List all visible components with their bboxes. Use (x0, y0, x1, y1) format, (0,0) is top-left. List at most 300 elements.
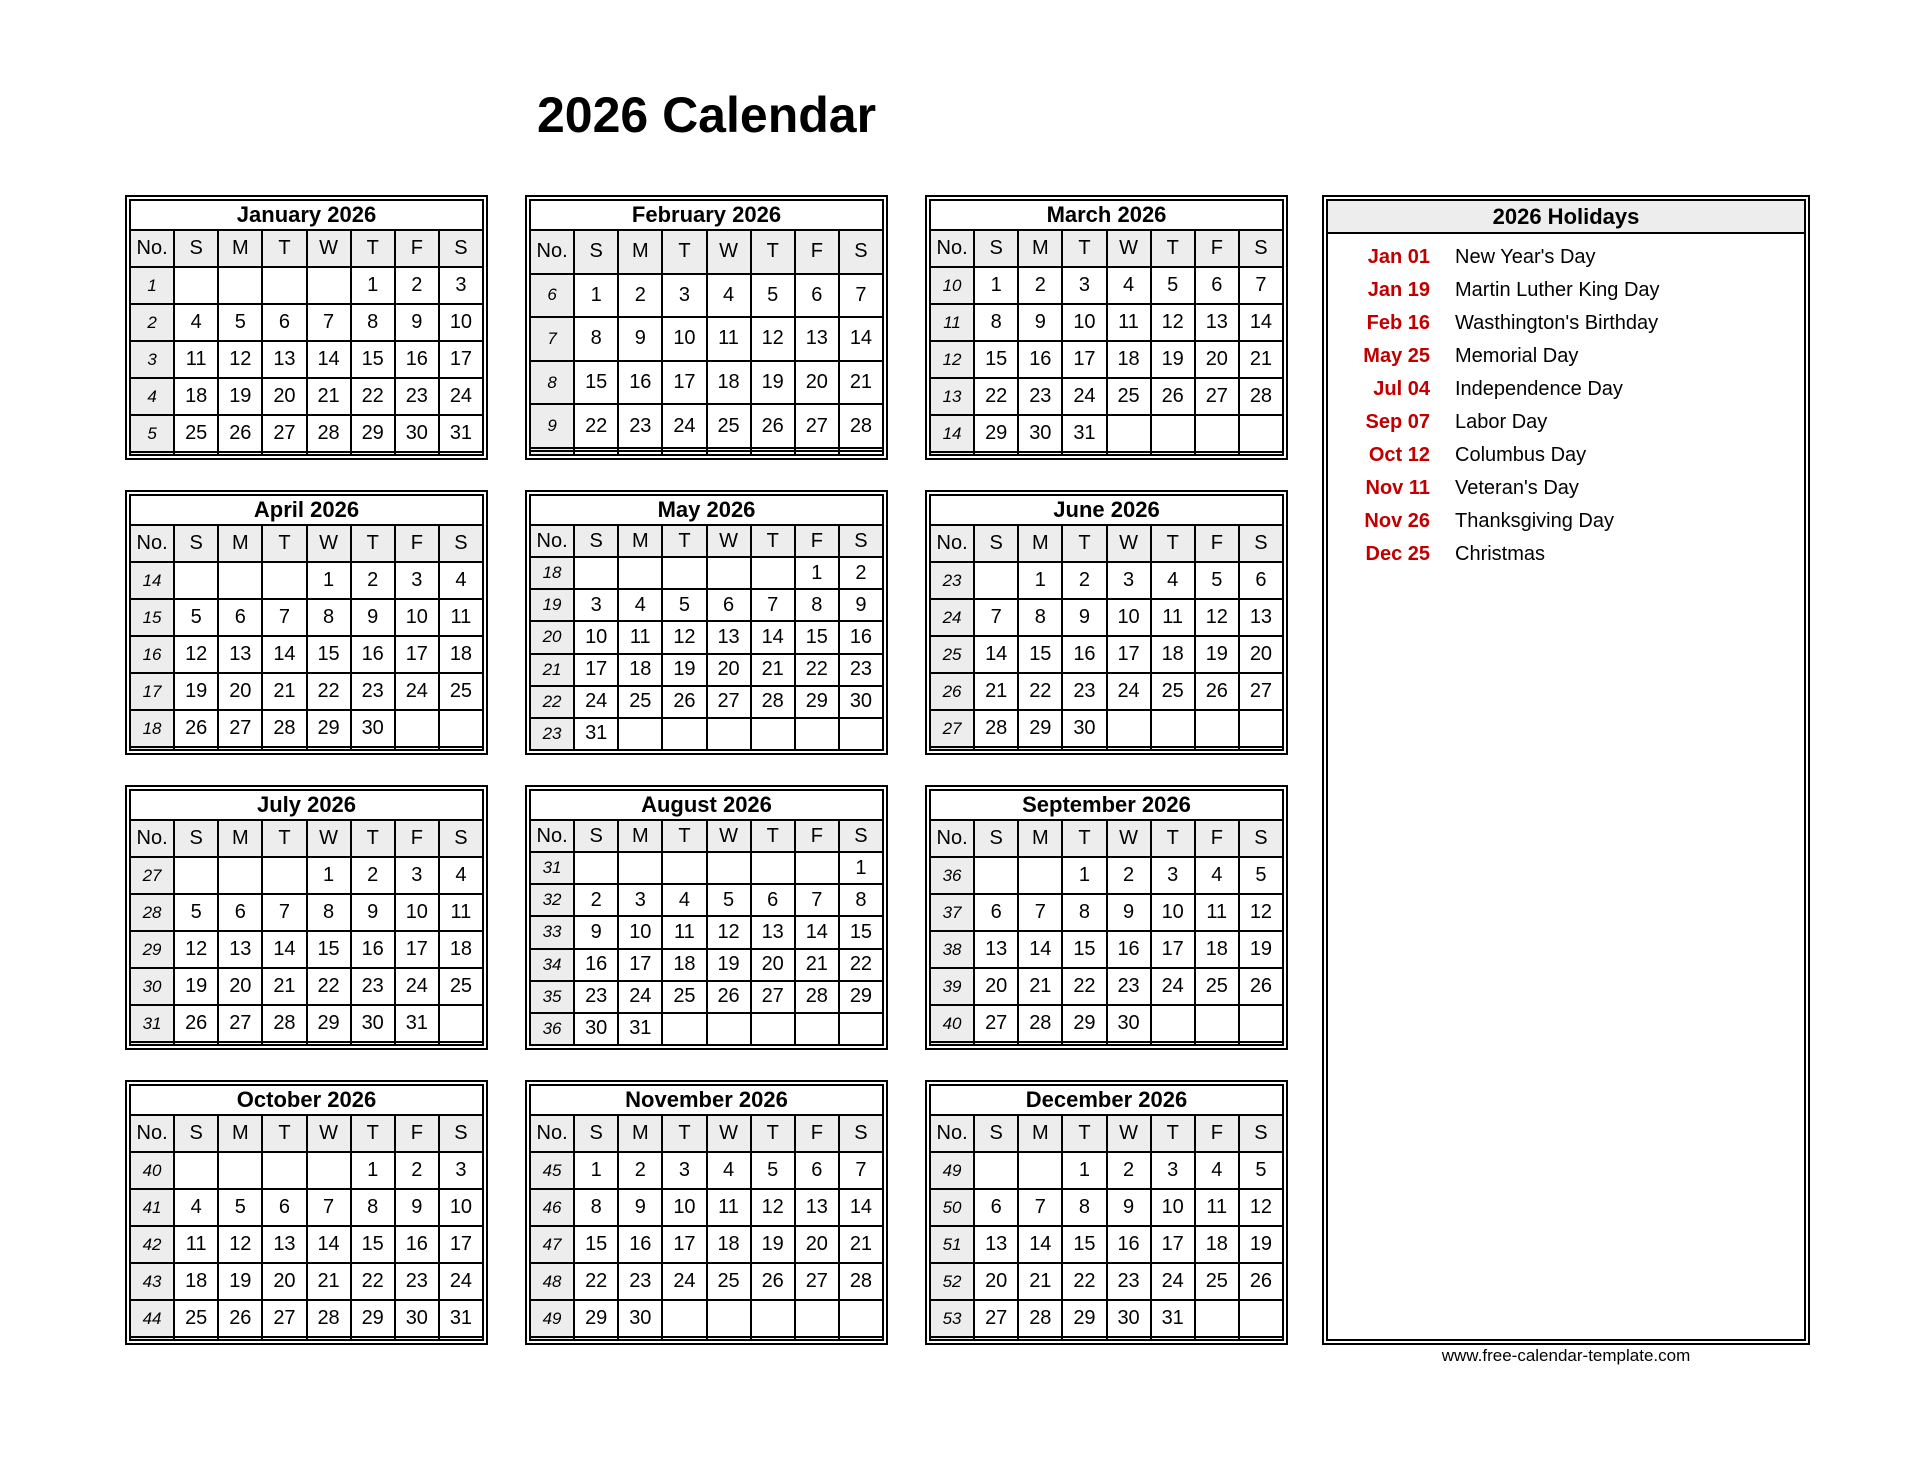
day-cell: 3 (395, 857, 439, 894)
day-cell: 25 (174, 415, 218, 452)
day-cell (395, 747, 439, 750)
day-cell: 26 (1239, 968, 1283, 1005)
day-cell: 10 (395, 894, 439, 931)
day-cell: 19 (1151, 341, 1195, 378)
week-number-cell (930, 452, 974, 455)
day-cell: 11 (618, 621, 662, 653)
month-table (929, 1084, 1284, 1341)
day-cell: 7 (307, 1189, 351, 1226)
day-cell: 21 (307, 1263, 351, 1300)
week-row (130, 673, 483, 710)
week-number-cell: 35 (530, 981, 574, 1013)
day-cell: 3 (439, 1152, 483, 1189)
month-title: May 2026 (530, 495, 883, 525)
day-cell: 27 (262, 1300, 306, 1337)
day-cell: 22 (1018, 673, 1062, 710)
day-cell (974, 452, 1018, 455)
day-cell (439, 710, 483, 747)
day-cell (974, 1337, 1018, 1340)
day-cell: 7 (1018, 894, 1062, 931)
day-cell: 1 (1062, 1152, 1106, 1189)
day-cell (1018, 1042, 1062, 1045)
month-title-row (530, 495, 883, 525)
day-cell: 13 (707, 621, 751, 653)
day-cell (1195, 1005, 1239, 1042)
day-header-cell: W (1107, 1115, 1151, 1152)
day-cell: 28 (839, 404, 883, 448)
week-row (530, 621, 883, 653)
holiday-name: Veteran's Day (1455, 477, 1579, 499)
day-cell: 25 (439, 968, 483, 1005)
day-cell: 11 (439, 599, 483, 636)
month-table (129, 494, 484, 751)
week-number-cell (130, 1337, 174, 1340)
week-no-header-cell: No. (130, 1115, 174, 1152)
day-cell: 12 (707, 916, 751, 948)
day-cell: 15 (839, 916, 883, 948)
day-cell: 15 (1018, 636, 1062, 673)
day-cell: 24 (574, 686, 618, 718)
day-header-row (130, 525, 483, 562)
day-cell: 26 (707, 981, 751, 1013)
day-cell (751, 718, 795, 750)
day-cell (262, 747, 306, 750)
week-row (930, 267, 1283, 304)
day-header-cell: T (662, 230, 706, 274)
day-cell: 27 (1239, 673, 1283, 710)
footer-url: www.free-calendar-template.com (1441, 1346, 1691, 1365)
day-cell: 23 (351, 968, 395, 1005)
week-row (130, 857, 483, 894)
day-cell: 5 (751, 1152, 795, 1189)
day-cell: 22 (1062, 1263, 1106, 1300)
day-cell (618, 852, 662, 884)
day-cell: 16 (1018, 341, 1062, 378)
day-cell (307, 1042, 351, 1045)
day-cell (795, 852, 839, 884)
day-cell: 11 (439, 894, 483, 931)
day-cell: 9 (618, 317, 662, 361)
month-calendar (925, 195, 1288, 460)
day-cell: 2 (351, 857, 395, 894)
day-cell: 14 (974, 636, 1018, 673)
day-cell: 19 (174, 968, 218, 1005)
day-cell: 18 (1151, 636, 1195, 673)
week-row (530, 557, 883, 589)
month-calendar (525, 490, 888, 755)
day-cell: 15 (351, 1226, 395, 1263)
day-cell: 8 (795, 589, 839, 621)
day-header-cell: S (1239, 1115, 1283, 1152)
holiday-date: Nov 11 (1365, 477, 1430, 499)
month-table (129, 789, 484, 1046)
day-header-cell: F (795, 525, 839, 557)
day-header-cell: T (751, 1115, 795, 1152)
week-number-cell: 27 (930, 710, 974, 747)
day-cell: 14 (1239, 304, 1283, 341)
day-cell (218, 1042, 262, 1045)
day-cell: 24 (1062, 378, 1106, 415)
holidays-panel-inner (1326, 199, 1806, 1341)
day-cell: 7 (751, 589, 795, 621)
holiday-name: Memorial Day (1455, 345, 1579, 367)
day-cell (174, 562, 218, 599)
day-cell: 26 (1239, 1263, 1283, 1300)
week-number-cell: 36 (530, 1013, 574, 1045)
day-cell: 9 (618, 1189, 662, 1226)
day-cell: 10 (662, 317, 706, 361)
day-cell (395, 710, 439, 747)
day-cell: 13 (1195, 304, 1239, 341)
day-cell: 8 (351, 304, 395, 341)
month-table (529, 494, 884, 751)
day-cell (662, 1337, 706, 1340)
day-cell: 24 (662, 1263, 706, 1300)
day-cell (574, 1337, 618, 1340)
week-row (530, 654, 883, 686)
day-header-cell: T (751, 525, 795, 557)
week-row (130, 1005, 483, 1042)
day-header-cell: W (707, 525, 751, 557)
holiday-name: Labor Day (1455, 411, 1548, 433)
week-number-cell: 36 (930, 857, 974, 894)
day-cell: 16 (395, 341, 439, 378)
day-cell: 27 (1195, 378, 1239, 415)
week-row (930, 894, 1283, 931)
day-cell: 26 (751, 404, 795, 448)
week-row (130, 378, 483, 415)
day-header-cell: T (751, 230, 795, 274)
holiday-date: Sep 07 (1365, 411, 1430, 433)
day-cell (574, 852, 618, 884)
day-cell: 20 (974, 1263, 1018, 1300)
day-header-cell: F (795, 230, 839, 274)
day-cell: 30 (351, 710, 395, 747)
day-cell: 16 (618, 361, 662, 405)
week-number-cell (130, 452, 174, 455)
day-cell: 29 (839, 981, 883, 1013)
day-cell: 14 (839, 317, 883, 361)
week-number-cell: 24 (930, 599, 974, 636)
day-header-cell: M (618, 525, 662, 557)
day-cell: 29 (351, 415, 395, 452)
day-cell (439, 747, 483, 750)
day-cell: 28 (307, 1300, 351, 1337)
day-cell: 20 (1195, 341, 1239, 378)
week-row (930, 1300, 1283, 1337)
day-cell: 31 (439, 415, 483, 452)
day-cell: 4 (174, 304, 218, 341)
month-title-row (930, 790, 1283, 820)
day-cell: 26 (751, 1263, 795, 1300)
day-cell: 3 (574, 589, 618, 621)
week-number-cell (130, 747, 174, 750)
day-header-row (930, 230, 1283, 267)
day-cell: 19 (218, 378, 262, 415)
week-number-cell: 14 (930, 415, 974, 452)
day-cell: 20 (795, 361, 839, 405)
day-cell: 3 (1107, 562, 1151, 599)
day-cell (839, 1337, 883, 1340)
day-cell (1239, 415, 1283, 452)
week-row (930, 747, 1283, 750)
holiday-row (1328, 307, 1804, 340)
day-header-cell: S (174, 525, 218, 562)
week-number-cell: 18 (530, 557, 574, 589)
day-cell: 4 (439, 562, 483, 599)
day-header-cell: T (262, 230, 306, 267)
day-cell: 25 (707, 1263, 751, 1300)
day-cell: 20 (262, 1263, 306, 1300)
day-cell (1107, 1337, 1151, 1340)
month-title-row (130, 790, 483, 820)
day-cell: 30 (574, 1013, 618, 1045)
day-header-cell: F (395, 230, 439, 267)
day-cell: 2 (1107, 857, 1151, 894)
day-cell: 26 (218, 415, 262, 452)
day-cell: 29 (351, 1300, 395, 1337)
holiday-name: Independence Day (1455, 378, 1623, 400)
day-cell: 22 (1062, 968, 1106, 1005)
day-cell (707, 451, 751, 455)
day-cell (1018, 1337, 1062, 1340)
week-number-cell: 11 (930, 304, 974, 341)
day-cell (439, 1337, 483, 1340)
day-cell: 31 (618, 1013, 662, 1045)
day-cell: 25 (174, 1300, 218, 1337)
day-cell: 7 (839, 274, 883, 318)
day-cell: 6 (795, 274, 839, 318)
day-header-cell: W (307, 230, 351, 267)
day-cell (1107, 1042, 1151, 1045)
day-cell: 17 (395, 931, 439, 968)
day-cell: 17 (1062, 341, 1106, 378)
day-cell: 16 (351, 931, 395, 968)
day-cell: 12 (751, 317, 795, 361)
week-number-cell: 12 (930, 341, 974, 378)
day-cell: 8 (351, 1189, 395, 1226)
day-cell: 13 (218, 931, 262, 968)
day-cell (218, 267, 262, 304)
day-cell: 31 (574, 718, 618, 750)
week-row (930, 710, 1283, 747)
week-no-header-cell: No. (930, 820, 974, 857)
day-cell: 25 (618, 686, 662, 718)
day-cell (839, 1013, 883, 1045)
day-cell: 12 (662, 621, 706, 653)
day-cell: 3 (439, 267, 483, 304)
day-cell: 11 (1107, 304, 1151, 341)
day-cell (707, 1300, 751, 1337)
day-cell: 16 (839, 621, 883, 653)
week-row (130, 1152, 483, 1189)
day-cell: 30 (1018, 415, 1062, 452)
day-cell: 3 (395, 562, 439, 599)
day-cell: 4 (439, 857, 483, 894)
day-cell: 23 (1107, 1263, 1151, 1300)
day-cell: 14 (307, 341, 351, 378)
day-cell: 11 (1195, 894, 1239, 931)
week-no-header-cell: No. (530, 525, 574, 557)
day-cell: 30 (839, 686, 883, 718)
day-cell: 17 (439, 341, 483, 378)
day-cell: 25 (439, 673, 483, 710)
day-cell: 10 (1151, 894, 1195, 931)
day-cell (1239, 1005, 1283, 1042)
week-number-cell (530, 451, 574, 455)
day-cell: 13 (795, 1189, 839, 1226)
day-cell: 21 (839, 361, 883, 405)
day-cell: 11 (1195, 1189, 1239, 1226)
day-header-row (930, 820, 1283, 857)
holiday-date: Feb 16 (1366, 312, 1430, 334)
day-cell (1195, 1337, 1239, 1340)
day-header-cell: S (839, 230, 883, 274)
day-header-cell: S (439, 820, 483, 857)
day-cell: 6 (974, 1189, 1018, 1226)
day-header-cell: F (1195, 1115, 1239, 1152)
week-number-cell (930, 747, 974, 750)
day-cell: 28 (795, 981, 839, 1013)
day-cell: 9 (351, 894, 395, 931)
month-title: December 2026 (930, 1085, 1283, 1115)
day-header-cell: T (262, 1115, 306, 1152)
week-number-cell: 48 (530, 1263, 574, 1300)
week-number-cell: 42 (130, 1226, 174, 1263)
month-calendar (925, 490, 1288, 755)
week-number-cell: 3 (130, 341, 174, 378)
holidays-list (1328, 234, 1804, 571)
day-cell: 13 (751, 916, 795, 948)
day-cell: 28 (751, 686, 795, 718)
week-number-cell: 31 (130, 1005, 174, 1042)
day-cell: 21 (307, 378, 351, 415)
day-cell (174, 452, 218, 455)
day-cell (1195, 710, 1239, 747)
day-cell: 2 (1107, 1152, 1151, 1189)
day-cell: 12 (1239, 1189, 1283, 1226)
holiday-row (1328, 439, 1804, 472)
day-cell: 18 (707, 1226, 751, 1263)
holidays-title: 2026 Holidays (1328, 201, 1804, 234)
day-cell: 12 (218, 341, 262, 378)
day-cell: 1 (1062, 857, 1106, 894)
day-cell: 29 (307, 1005, 351, 1042)
week-row (530, 884, 883, 916)
day-cell: 1 (795, 557, 839, 589)
day-cell (1239, 1300, 1283, 1337)
day-header-cell: M (618, 230, 662, 274)
day-cell: 18 (174, 378, 218, 415)
day-cell: 21 (1018, 968, 1062, 1005)
week-row (130, 1042, 483, 1045)
day-header-cell: T (351, 1115, 395, 1152)
day-cell: 30 (395, 1300, 439, 1337)
day-cell: 4 (662, 884, 706, 916)
day-cell: 19 (1239, 931, 1283, 968)
day-cell: 18 (707, 361, 751, 405)
day-header-cell: T (1062, 525, 1106, 562)
day-cell: 20 (262, 378, 306, 415)
day-cell: 15 (574, 1226, 618, 1263)
week-number-cell: 8 (530, 361, 574, 405)
day-cell: 6 (707, 589, 751, 621)
week-row (130, 894, 483, 931)
day-cell: 10 (618, 916, 662, 948)
week-row (930, 1189, 1283, 1226)
day-cell (307, 267, 351, 304)
day-cell (395, 1337, 439, 1340)
day-header-cell: F (395, 1115, 439, 1152)
day-cell: 24 (439, 1263, 483, 1300)
day-cell (218, 857, 262, 894)
week-number-cell: 14 (130, 562, 174, 599)
day-cell (1151, 1005, 1195, 1042)
month-title-row (930, 495, 1283, 525)
day-cell: 18 (439, 636, 483, 673)
week-row (930, 931, 1283, 968)
day-cell: 25 (707, 404, 751, 448)
week-number-cell: 49 (930, 1152, 974, 1189)
week-row (930, 304, 1283, 341)
week-number-cell: 32 (530, 884, 574, 916)
day-cell (662, 1013, 706, 1045)
day-cell (262, 1152, 306, 1189)
day-cell (662, 852, 706, 884)
week-number-cell: 43 (130, 1263, 174, 1300)
holiday-date: Jul 04 (1373, 378, 1430, 400)
day-header-cell: S (974, 230, 1018, 267)
holiday-name: Thanksgiving Day (1455, 510, 1614, 532)
week-number-cell: 40 (130, 1152, 174, 1189)
day-cell: 30 (1062, 710, 1106, 747)
day-cell: 10 (574, 621, 618, 653)
month-title: February 2026 (530, 200, 883, 230)
holidays-panel (1322, 195, 1810, 1345)
day-cell: 10 (1107, 599, 1151, 636)
day-cell: 22 (307, 968, 351, 1005)
day-header-row (130, 820, 483, 857)
day-header-cell: T (1151, 1115, 1195, 1152)
day-cell (1195, 1042, 1239, 1045)
day-cell (1239, 1337, 1283, 1340)
day-cell: 6 (262, 304, 306, 341)
day-cell (707, 557, 751, 589)
month-table (529, 789, 884, 1046)
holiday-row (1328, 373, 1804, 406)
week-number-cell: 19 (530, 589, 574, 621)
week-row (530, 1337, 883, 1340)
week-row (130, 562, 483, 599)
day-header-cell: S (574, 230, 618, 274)
day-cell: 17 (1151, 931, 1195, 968)
day-header-cell: F (1195, 230, 1239, 267)
day-cell: 1 (307, 562, 351, 599)
day-cell: 21 (262, 968, 306, 1005)
day-header-cell: M (218, 230, 262, 267)
day-cell: 27 (707, 686, 751, 718)
day-cell: 28 (1239, 378, 1283, 415)
day-cell (307, 1337, 351, 1340)
week-number-cell: 9 (530, 404, 574, 448)
week-row (930, 378, 1283, 415)
day-cell: 8 (574, 1189, 618, 1226)
day-cell: 25 (1107, 378, 1151, 415)
month-title-row (130, 1085, 483, 1115)
day-cell: 15 (307, 931, 351, 968)
day-cell: 19 (218, 1263, 262, 1300)
day-cell: 10 (662, 1189, 706, 1226)
